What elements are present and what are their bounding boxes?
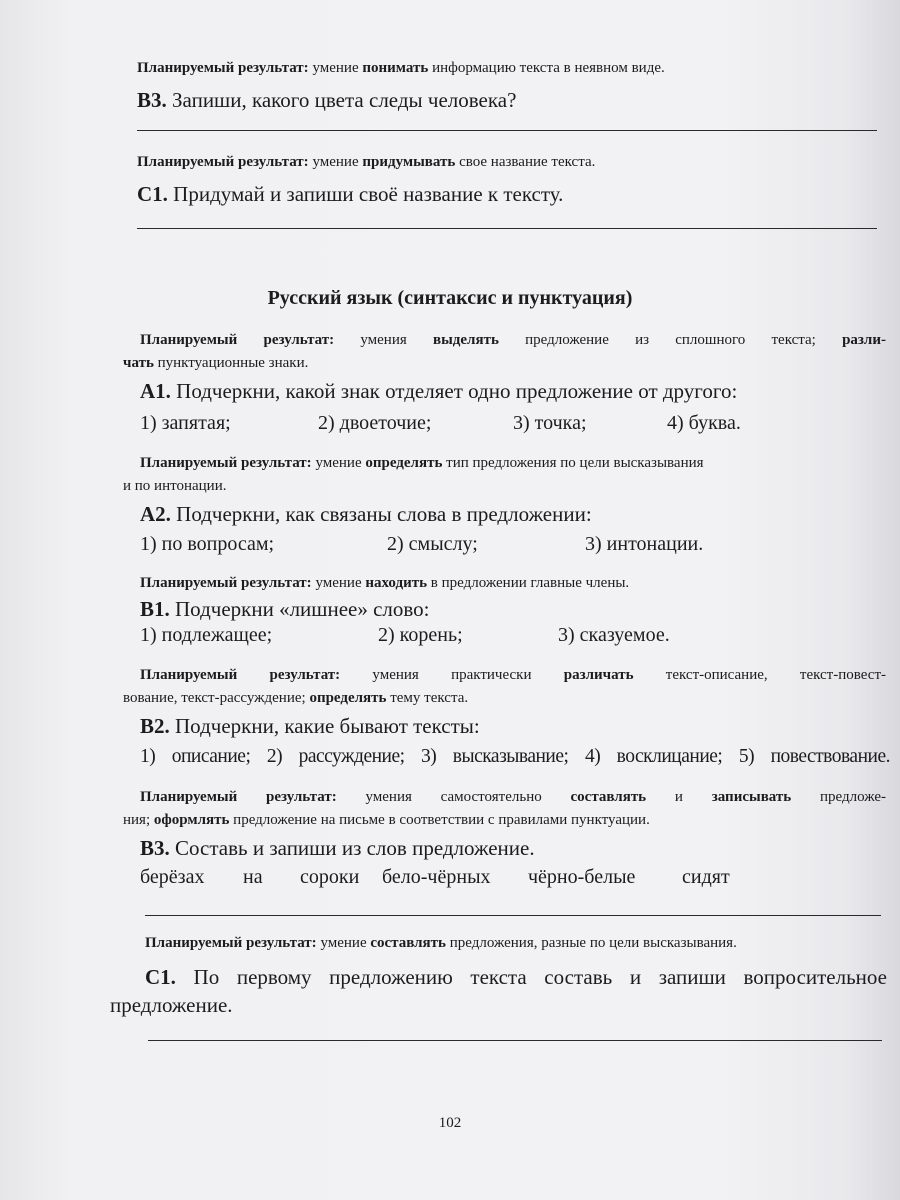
task-a2: А2. Подчеркни, как связаны слова в предложении:	[140, 502, 592, 526]
planned-result-note: Планируемый результат: умения самостоятельно составлять и записывать предложе-	[140, 789, 887, 805]
section-title: Русский язык (синтаксис и пунктуация)	[267, 287, 633, 309]
option[interactable]: 3) сказуемое.	[558, 624, 670, 646]
planned-result-note-cont: и по интонации.	[123, 478, 227, 494]
task-b3: В3. Составь и запиши из слов предложение.	[140, 836, 535, 860]
planned-result-note: Планируемый результат: умение придумывать свое название текста.	[137, 154, 596, 170]
option[interactable]: 3) интонации.	[585, 533, 704, 555]
task-b1: В1. Подчеркни «лишнее» слово:	[140, 597, 430, 621]
word: сороки	[300, 866, 360, 888]
task-b2: В2. Подчеркни, какие бывают тексты:	[140, 714, 480, 738]
word: берёзах	[140, 866, 205, 888]
options-b2[interactable]: 1) описание; 2) рассуждение; 3) высказывание; 4) восклицание; 5) повествование.	[140, 746, 890, 767]
answer-line[interactable]	[137, 228, 877, 229]
word: бело-чёрных	[382, 866, 491, 888]
task-c1-cont: предложение.	[110, 993, 233, 1017]
task-b3-top: В3. Запиши, какого цвета следы человека?	[137, 88, 517, 112]
planned-result-note-cont: ния; оформлять предложение на письме в соответствии с правилами пунктуации.	[123, 812, 650, 828]
option[interactable]: 3) точка;	[513, 412, 587, 434]
answer-line[interactable]	[137, 130, 877, 131]
planned-result-note-cont: чать пунктуационные знаки.	[123, 355, 309, 371]
option[interactable]: 2) корень;	[378, 624, 463, 646]
word-list	[140, 866, 880, 896]
planned-result-note-cont: вование, текст-рассуждение; определять тему текста.	[123, 690, 469, 706]
option[interactable]: 1) по вопросам;	[140, 533, 275, 555]
planned-result-note: Планируемый результат: умение находить в предложении главные члены.	[140, 575, 630, 591]
option[interactable]: 1) подлежащее;	[140, 624, 273, 646]
page-number: 102	[438, 1115, 462, 1131]
word: на	[243, 866, 263, 888]
option[interactable]: 2) смыслу;	[387, 533, 478, 555]
planned-result-note: Планируемый результат: умение составлять предложения, разные по цели высказывания.	[145, 935, 737, 951]
answer-line[interactable]	[145, 915, 881, 916]
planned-result-note: Планируемый результат: умение понимать информацию текста в неявном виде.	[137, 60, 665, 76]
planned-result-note: Планируемый результат: умения практически различать текст-описание, текст-повест-	[140, 667, 886, 683]
word: чёрно-белые	[528, 866, 636, 888]
planned-result-note: Планируемый результат: умения выделять предложение из сплошного текста; разли-	[140, 332, 886, 348]
task-a1: А1. Подчеркни, какой знак отделяет одно предложение от другого:	[140, 379, 738, 403]
option[interactable]: 2) двоеточие;	[318, 412, 432, 434]
word: сидят	[682, 866, 730, 888]
planned-result-label: Планируемый результат:	[137, 60, 309, 76]
option[interactable]: 1) запятая;	[140, 412, 231, 434]
option[interactable]: 4) буква.	[667, 412, 741, 434]
planned-result-note: Планируемый результат: умение определять тип предложения по цели высказывания	[140, 455, 704, 471]
task-c1-top: С1. Придумай и запиши своё название к тексту.	[137, 182, 564, 206]
answer-line[interactable]	[148, 1040, 882, 1041]
task-c1: С1. По первому предложению текста составь и запиши вопросительное	[145, 965, 887, 989]
